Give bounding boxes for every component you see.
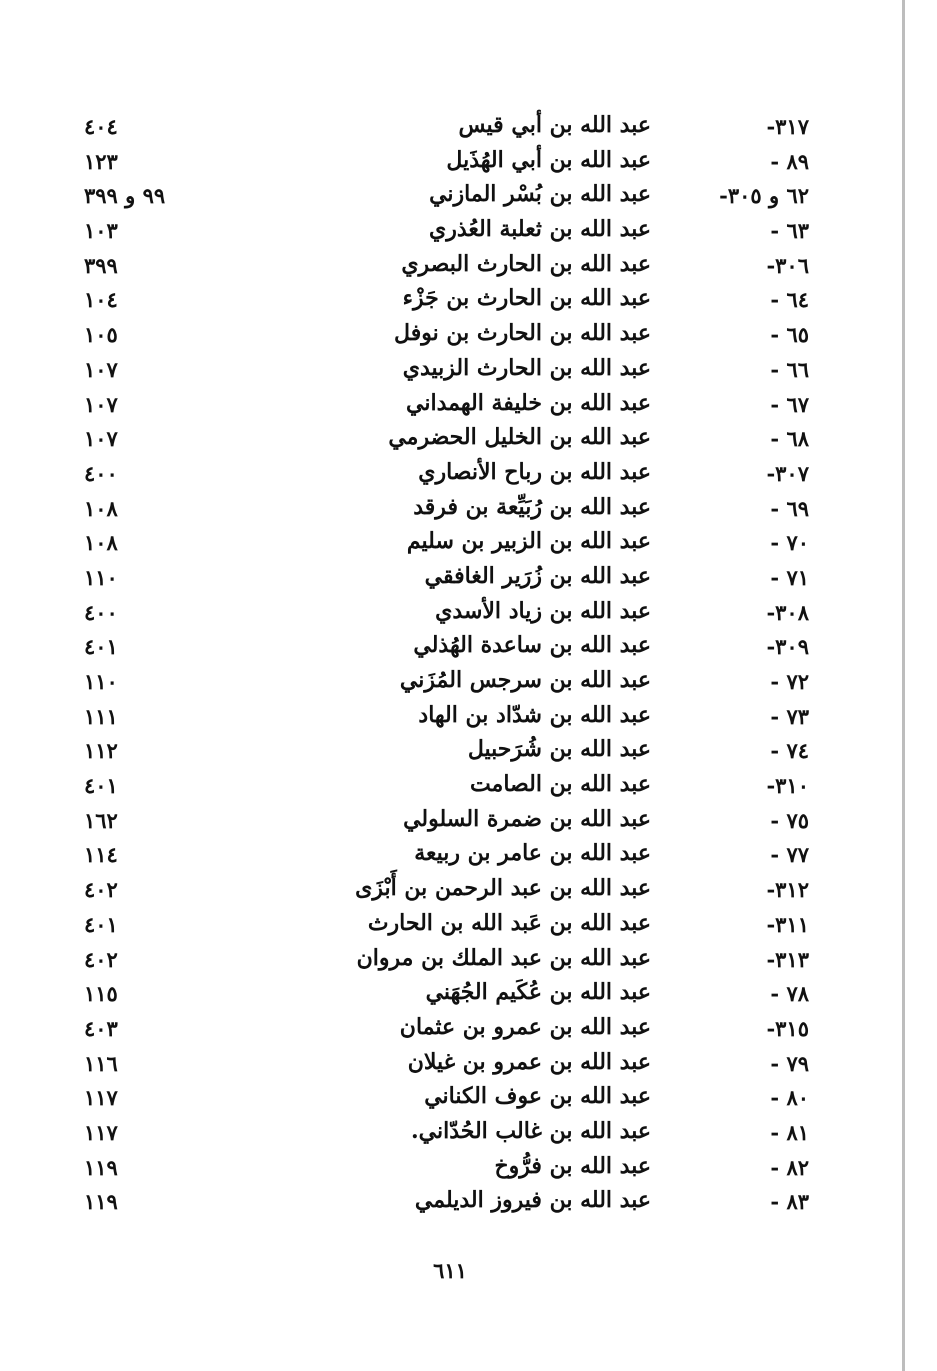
entry-number: ٧٢ - [770,669,809,694]
index-entry [0,459,937,494]
entry-name: عبد الله بن عمرو بن عثمان [399,1013,651,1040]
entry-number: ٦٧ - [770,391,809,417]
index-entry [0,528,937,563]
index-entry [0,667,937,702]
index-entry [0,771,937,806]
entry-number: ٧٣ - [770,703,809,729]
entry-page-reference: ٤٠٠ [84,460,118,486]
index-entry [0,251,937,286]
entry-name: عبد الله بن عمرو بن غيلان [407,1048,651,1075]
entry-page-reference: ١٠٨ [84,530,118,556]
entry-name: عبد الله بن الحارث بن نوفل [394,320,651,347]
index-entry [0,563,937,598]
entry-number: ٣١٢- [766,877,809,903]
index-entry [0,979,937,1014]
entry-name: عبد الله بن شُرَحبيل [467,736,651,763]
index-entry [0,1187,937,1222]
entry-name: عبد الله بن عوف الكناني [424,1083,651,1110]
entry-page-reference: ٣٩٩ [84,252,118,278]
entry-page-reference: ١١٦ [84,1050,118,1076]
entry-page-reference: ٤٠١ [84,773,118,799]
entry-page-reference: ١١٩ [84,1154,118,1180]
entry-number: ٦٥ - [770,322,809,348]
entry-page-reference: ١٠٣ [84,218,118,244]
entry-page-reference: ١١٩ [84,1189,118,1215]
index-entry [0,112,937,147]
entry-name: عبد الله بن فرُّوخ [494,1152,651,1179]
entry-number: ٣١٠- [766,773,809,799]
entry-page-reference: ١١٤ [84,842,118,868]
entry-number: ٦٦ - [770,356,809,382]
entry-name: عبد الله بن رُبَيِّعة بن فرقد [413,493,651,520]
entry-number: ٨٠ - [770,1085,809,1111]
index-entry [0,320,937,355]
entry-number: ٦٣ - [770,218,809,244]
index-entry [0,494,937,529]
index-entry [0,702,937,737]
entry-number: ٣١٣- [766,946,809,972]
entry-name: عبد الله بن عَبد الله بن الحارث [367,909,651,936]
entry-page-reference: ٤٠١ [84,911,118,937]
entry-name: عبد الله بن عبد الرحمن بن أَبْزَى [355,875,651,902]
entry-name: عبد الله بن بُسْر المازني [429,181,651,208]
entry-page-reference: ٩٩ و ٣٩٩ [84,183,166,209]
index-entry [0,736,937,771]
entry-number: ٧٥ - [770,807,809,833]
entry-number: ٦٢ و ٣٠٥- [719,183,809,209]
entry-number: ٧٤ - [770,738,809,764]
entry-page-reference: ٤٠٤ [84,114,118,139]
entry-number: ٣٠٩- [766,634,809,660]
index-entry [0,910,937,945]
entry-number: ٣١٥- [766,1015,809,1041]
entry-page-reference: ١١٧ [84,1085,118,1111]
index-entry [0,632,937,667]
entry-page-reference: ١٢٣ [84,148,118,174]
entry-name: عبد الله بن ساعدة الهُذلي [413,632,651,659]
index-list [0,112,937,1222]
entry-name: عبد الله بن عُكَيم الجُهَني [425,979,651,1006]
entry-number: ٣٠٦- [766,252,809,278]
entry-page-reference: ١٠٧ [84,426,118,452]
entry-number: ٨٣ - [770,1189,809,1215]
entry-page-reference: ١١٧ [84,1119,118,1145]
index-entry [0,181,937,216]
index-entry [0,1014,937,1049]
entry-name: عبد الله بن رباح الأنصاري [418,458,651,485]
entry-number: ٧٨ - [770,981,809,1007]
entry-number: ٦٩ - [770,495,809,521]
entry-name: عبد الله بن غالب الحُدّاني. [410,1117,651,1144]
entry-number: ٧١ - [770,564,809,590]
entry-page-reference: ٤٠٢ [84,877,118,903]
entry-number: ٣٠٨- [766,599,809,625]
entry-name: عبد الله بن ضمرة السلولي [403,805,651,832]
index-entry [0,806,937,841]
entry-name: عبد الله بن خليفة الهمداني [406,389,651,416]
index-entry [0,1083,937,1118]
entry-name: عبد الله بن أبي الهُذَيل [446,146,651,173]
entry-page-reference: ١٠٤ [84,287,118,313]
entry-name: عبد الله بن الحارث البصري [401,250,651,277]
entry-number: ٦٤ - [770,287,809,313]
index-entry [0,424,937,459]
entry-number: ٣١١- [766,911,809,937]
entry-page-reference: ١١٥ [84,981,118,1007]
entry-number: ٣١٧- [766,114,809,139]
entry-name: عبد الله بن عامر بن ربيعة [414,840,651,867]
entry-number: ٨١ - [770,1119,809,1145]
index-entry [0,355,937,390]
entry-page-reference: ١١٠ [84,564,118,590]
index-entry [0,147,937,182]
entry-name: عبد الله بن سرجس المُزَني [399,667,651,693]
index-entry [0,1153,937,1188]
index-entry [0,945,937,980]
index-entry [0,840,937,875]
entry-name: عبد الله بن الحارث بن جَزْء [402,285,651,312]
entry-number: ٦٨ - [770,426,809,452]
entry-page-reference: ١٠٧ [84,391,118,417]
index-entry [0,1049,937,1084]
entry-page-reference: ١١٢ [84,738,118,764]
index-entry [0,216,937,251]
entry-number: ٧٧ - [770,842,809,868]
entry-name: عبد الله بن شدّاد بن الهاد [418,701,651,728]
entry-number: ٧٩ - [770,1050,809,1076]
entry-page-reference: ٤٠٣ [84,1015,118,1041]
entry-number: ٧٠ - [770,530,809,556]
index-entry [0,1118,937,1153]
index-entry [0,598,937,633]
entry-page-reference: ٤٠٠ [84,599,118,625]
entry-page-reference: ١٠٥ [84,322,118,348]
entry-page-reference: ١٠٨ [84,495,118,521]
entry-name: عبد الله بن زياد الأسدي [435,597,651,624]
entry-number: ٨٢ - [770,1154,809,1180]
entry-number: ٨٩ - [770,148,809,174]
entry-page-reference: ١٦٢ [84,807,118,833]
index-entry [0,390,937,425]
entry-name: عبد الله بن عبد الملك بن مروان [356,944,651,971]
entry-name: عبد الله بن زُرَير الغافقي [424,562,651,589]
index-entry [0,285,937,320]
index-entry [0,875,937,910]
entry-page-reference: ١١١ [84,703,118,729]
entry-name: عبد الله بن الحارث الزبيدي [402,354,651,381]
page-number: ٦١١ [433,1258,467,1283]
entry-name: عبد الله بن أبي قيس [458,112,651,138]
entry-name: عبد الله بن الخليل الحضرمي [388,424,651,451]
entry-page-reference: ٤٠١ [84,634,118,660]
entry-name: عبد الله بن فيروز الديلمي [414,1187,651,1214]
entry-name: عبد الله بن الزبير بن سليم [406,528,651,555]
entry-page-reference: ٤٠٢ [84,946,118,972]
entry-page-reference: ١٠٧ [84,356,118,382]
entry-number: ٣٠٧- [766,460,809,486]
entry-name: عبد الله بن الصامت [469,771,651,798]
entry-name: عبد الله بن ثعلبة العُذري [429,216,651,243]
entry-page-reference: ١١٠ [84,669,118,694]
